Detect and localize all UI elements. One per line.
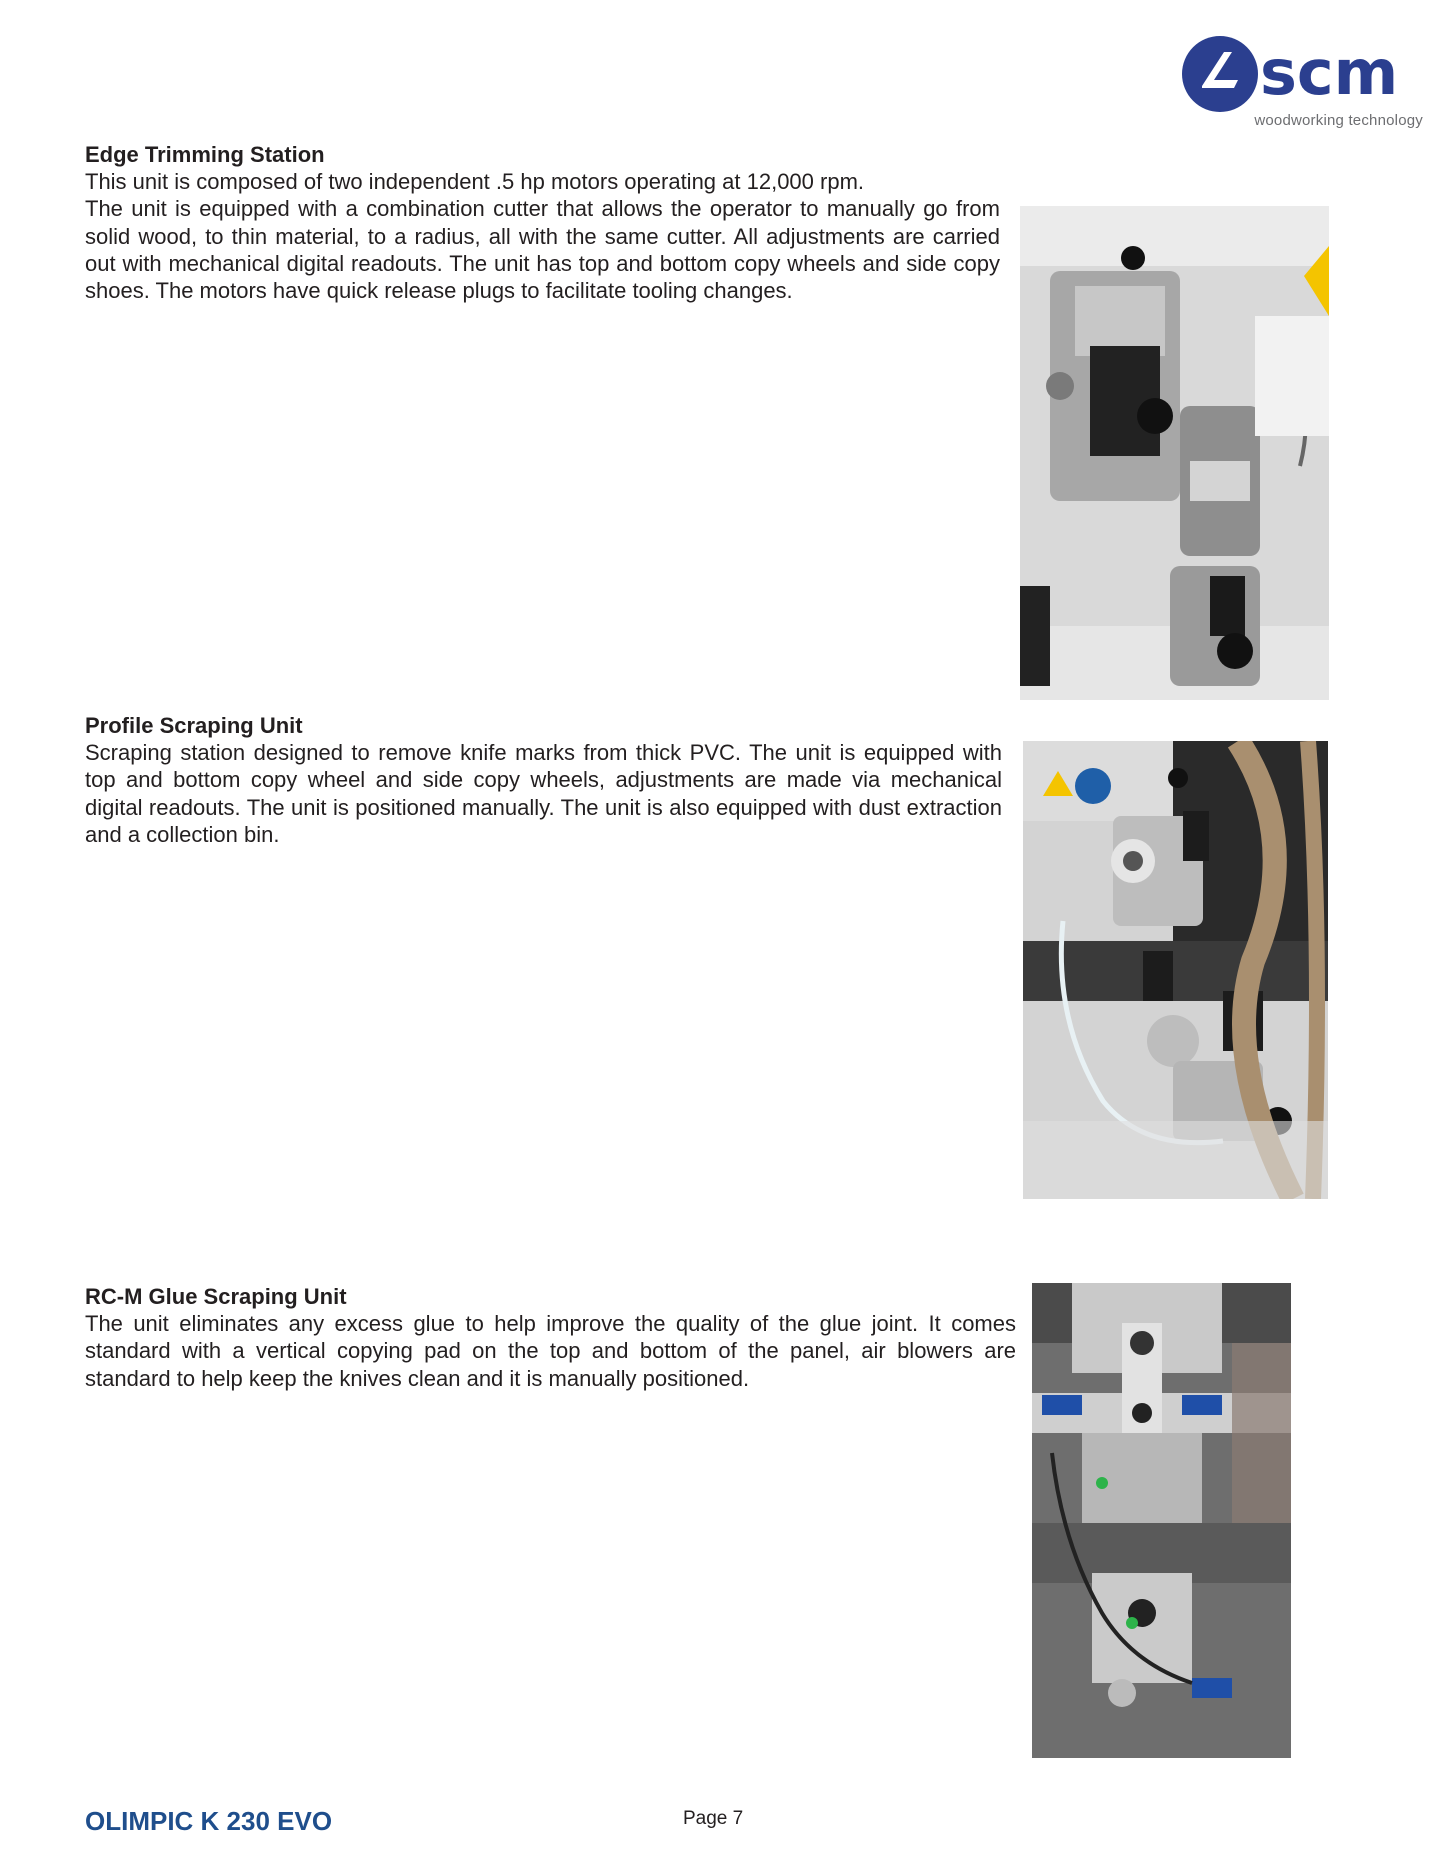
scm-logo	[1180, 34, 1423, 134]
section-title: Edge Trimming Station	[85, 142, 325, 167]
glue-scraping-photo	[1032, 1283, 1291, 1758]
footer-model-name: OLIMPIC K 230 EVO	[85, 1806, 333, 1836]
edge-trimming-photo	[1020, 206, 1329, 700]
page-number: Page 7	[683, 1808, 744, 1829]
scm-logo-mark	[1180, 34, 1420, 114]
section-profile-scraping	[85, 712, 1002, 848]
section-title: RC-M Glue Scraping Unit	[85, 1284, 347, 1309]
section-body: The unit eliminates any excess glue to help improve the quality of the glue joint. It comes standard with a vertical copying pad on the top and bottom of the panel, air blowers are standard to help keep the knives clean and it is manually positioned.	[85, 1311, 1016, 1391]
section-body: Scraping station designed to remove knife marks from thick PVC. The unit is equipped with top and bottom copy wheel and side copy wheels, adjustments are made via mechanical digital readouts. The unit is positioned manually. The unit is also equipped with dust extraction and a collection bin.	[85, 740, 1002, 847]
section-body: The unit is equipped with a combination cutter that allows the operator to manually go from solid wood, to thin material, to a radius, all with the same cutter. All adjustments are carried out with mechanical digital readouts. The unit has top and bottom copy wheels and side copy shoes. The motors have quick release plugs to facilitate tooling changes.	[85, 196, 1000, 304]
section-glue-scraping	[85, 1283, 1016, 1392]
section-edge-trimming	[85, 141, 1000, 304]
logo-text: scm	[1260, 36, 1399, 109]
logo-tagline: woodworking technology	[1254, 112, 1423, 129]
section-title: Profile Scraping Unit	[85, 713, 303, 738]
profile-scraping-photo	[1023, 741, 1328, 1199]
section-intro: This unit is composed of two independent .5 hp motors operating at 12,000 rpm.	[85, 169, 865, 194]
